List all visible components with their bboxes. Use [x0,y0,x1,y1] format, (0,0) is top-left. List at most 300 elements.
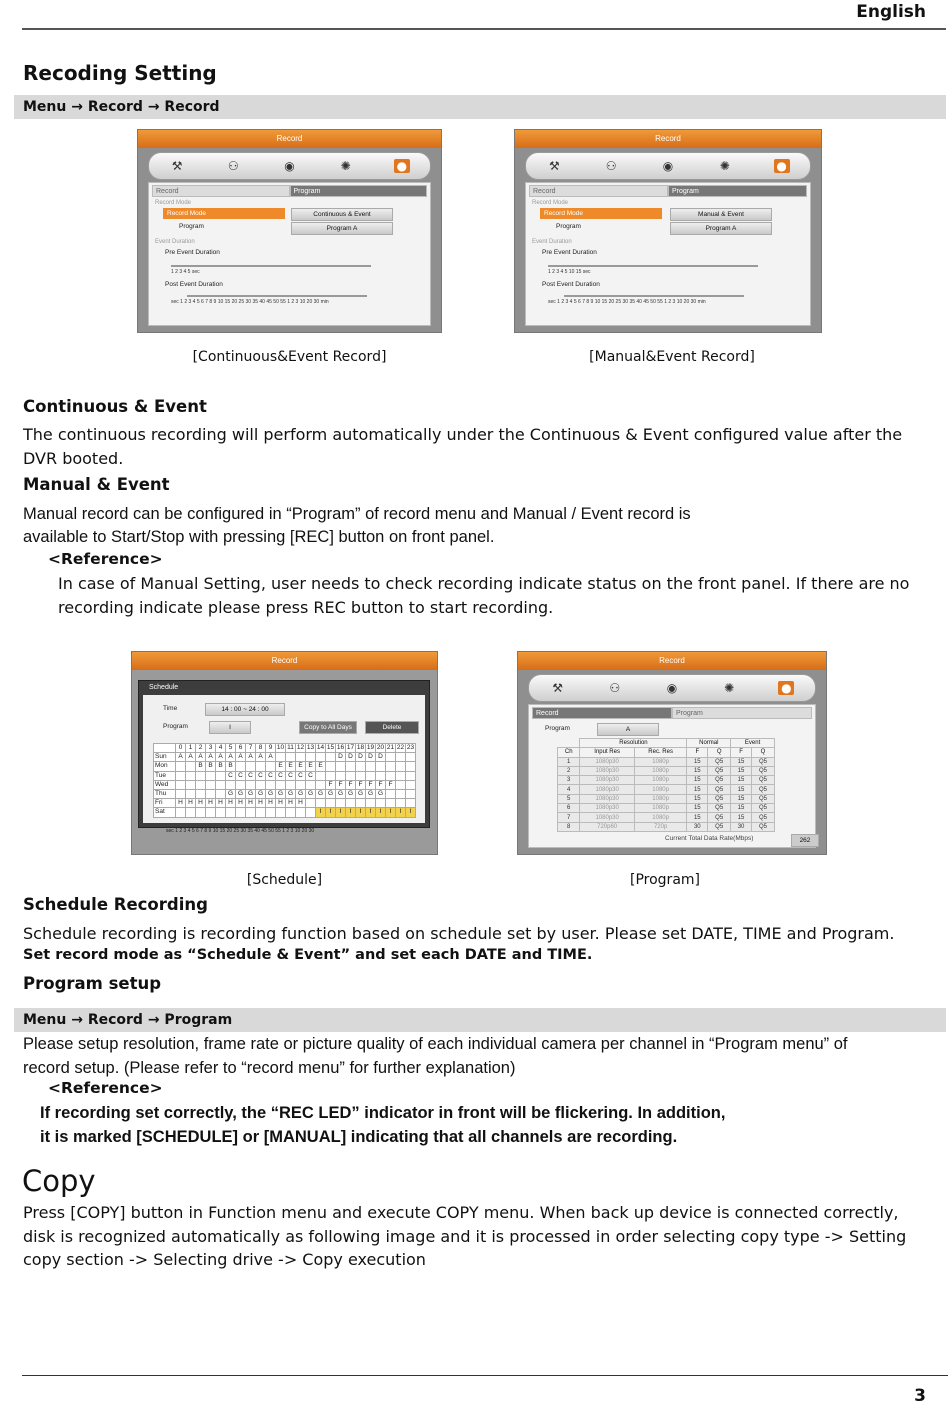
manual-title: Manual & Event [23,475,170,494]
program-cell: 1080p [634,813,687,822]
program-cell: Q5 [751,776,774,785]
manual-ref-text: In case of Manual Setting, user needs to check recording indicate status on the front panel. If there are no recording indicate please press REC button to start recording. [58,574,910,617]
program-cell: 2 [558,766,580,775]
program-line1: Please setup resolution, frame rate or picture quality of each individual camera per channel in “Program menu” of [23,1035,848,1053]
post-event-ticks: sec 1 2 3 4 5 6 7 8 9 10 15 20 25 30 35 40 45 50 55 1 2 3 10 20 30 min [548,299,706,305]
schedule-cell [266,808,276,817]
schedule-cell [336,771,346,780]
network-icon: ⚇ [227,159,239,173]
schedule-cell [406,753,416,762]
program-cell: 8 [558,822,580,831]
tab-program: Program [672,707,812,719]
day-label: Wed [154,780,176,789]
schedule-cell [176,780,186,789]
schedule-cell: A [246,753,256,762]
hour-cell: 13 [306,744,315,752]
schedule-cell [276,808,286,817]
schedule-cell [186,780,196,789]
schedule-bold-text: Set record mode as “Schedule & Event” and set each DATE and TIME. [23,947,593,963]
event-duration-group: Event Duration [532,239,572,245]
schedule-cell: A [206,753,216,762]
schedule-cell: I [316,808,326,817]
schedule-cell: I [406,808,416,817]
schedule-cell: H [196,799,206,808]
schedule-cell: I [346,808,356,817]
program-select: A [597,723,659,736]
program-cell: 1080p [634,785,687,794]
schedule-cell: F [346,780,356,789]
hour-cell: 20 [376,744,385,752]
program-cell: Q5 [708,785,731,794]
schedule-cell: G [346,789,356,798]
schedule-cell: B [196,762,206,771]
hour-cell: 19 [366,744,375,752]
schedule-cell: A [266,753,276,762]
pre-event-ticks: 1 2 3 4 5 10 15 sec [548,269,591,275]
schedule-row [154,762,416,771]
schedule-cell: F [326,780,336,789]
pre-event-label: Pre Event Duration [165,249,220,256]
program-cell: Q5 [708,794,731,803]
program-cell: 1080p30 [580,813,634,822]
settings-panel [528,704,816,848]
column-header: Ch [558,748,580,757]
alarm-icon: ✺ [340,159,351,173]
schedule-cell: H [186,799,196,808]
schedule-cell: B [226,762,236,771]
program-cell: 15 [687,757,708,766]
schedule-cell: G [306,789,316,798]
window-title: Record [138,130,441,148]
program-select: Program A [291,222,393,235]
schedule-cell: H [206,799,216,808]
program-ref-title: <Reference> [48,1079,163,1097]
program-screenshot [517,651,827,855]
caption-continuous: [Continuous&Event Record] [192,349,387,365]
schedule-cell: A [216,753,226,762]
schedule-cell [386,771,396,780]
schedule-cell: D [356,753,366,762]
schedule-cell [246,780,256,789]
copy-to-all-days-button: Copy to All Days [299,721,357,734]
schedule-cell [406,780,416,789]
schedule-cell: G [266,789,276,798]
pre-event-label: Pre Event Duration [542,249,597,256]
tools-icon: ⚒ [171,159,183,173]
program-row [558,766,775,775]
schedule-cell [306,753,316,762]
schedule-cell [296,753,306,762]
schedule-cell: H [216,799,226,808]
schedule-cell: I [336,808,346,817]
schedule-cell: H [256,799,266,808]
schedule-cell [386,799,396,808]
program-cell: 1080p [634,757,687,766]
settings-panel [525,182,811,326]
tab-program: Program [290,185,428,197]
schedule-cell: A [186,753,196,762]
schedule-cell [316,771,326,780]
caption-schedule: [Schedule] [246,872,323,888]
record-screenshot-continuous [137,129,442,333]
resolution-header: Resolution [580,739,687,748]
schedule-cell: C [256,771,266,780]
schedule-cell [196,780,206,789]
schedule-cell: F [356,780,366,789]
column-header: F [687,748,708,757]
hour-cell: 3 [206,744,216,753]
program-cell: 1080p [634,766,687,775]
program-cell: 5 [558,794,580,803]
menu-path-bar: Menu → Record → Record [14,95,946,119]
copy-text: Press [COPY] button in Function menu and execute COPY menu. When back up device is connected correctly, disk is recognized automatically as following image and it is processed in order selecting copy type -> Setting copy section -> Selecting drive -> Copy execution [23,1203,907,1269]
schedule-cell [286,808,296,817]
schedule-cell: G [356,789,366,798]
program-cell: 15 [687,766,708,775]
event-duration-group: Event Duration [155,239,195,245]
section-title: Recoding Setting [23,61,217,85]
delete-button: Delete [365,721,419,734]
record-mode-group: Record Mode [155,200,192,206]
record-icon: ● [394,159,410,173]
schedule-cell [336,762,346,771]
program-select: I [209,721,251,734]
schedule-cell [376,799,386,808]
schedule-row [154,808,416,817]
program-cell: 15 [687,794,708,803]
program-cell: 1080p [634,776,687,785]
hour-cell: 0 [176,744,186,753]
schedule-cell: G [336,789,346,798]
schedule-cell [216,771,226,780]
schedule-row [154,780,416,789]
schedule-cell [176,789,186,798]
program-cell: 3 [558,776,580,785]
program-cell: 1080p30 [580,804,634,813]
program-title: Program setup [23,974,162,993]
manual-ref-title: <Reference> [48,550,163,568]
schedule-cell [196,808,206,817]
post-event-slider [187,295,367,297]
window-title: Record [515,130,821,148]
schedule-cell [266,780,276,789]
schedule-cell [386,789,396,798]
schedule-cell [376,762,386,771]
schedule-cell: I [356,808,366,817]
day-label: Sun [154,753,176,762]
schedule-cell [366,771,376,780]
schedule-cell: E [316,762,326,771]
program-row [558,813,775,822]
program-cell: 1080p30 [580,776,634,785]
alarm-icon: ✺ [719,159,730,173]
day-label: Sat [154,808,176,817]
program-header-row-1 [558,739,775,748]
schedule-cell [346,762,356,771]
time-label: Time [163,705,178,712]
schedule-cell [236,762,246,771]
post-event-label: Post Event Duration [542,281,600,288]
column-header: Q [751,748,774,757]
column-header: Rec. Res [634,748,687,757]
program-cell: 7 [558,813,580,822]
schedule-cell [326,799,336,808]
program-cell: Q5 [751,794,774,803]
schedule-bottom-ticks: sec 1 2 3 4 5 6 7 8 9 10 15 20 25 30 35 40 45 50 55 1 2 3 10 20 30 [166,828,315,834]
schedule-cell [396,789,406,798]
program-cell: Q5 [751,804,774,813]
caption-manual: [Manual&Event Record] [589,349,755,365]
footer-rule [22,1375,948,1376]
schedule-cell [346,771,356,780]
program-cell: Q5 [708,757,731,766]
schedule-cell: I [376,808,386,817]
schedule-cell [266,762,276,771]
program-cell: 1080p30 [580,785,634,794]
record-mode-select: Continuous & Event [291,208,393,221]
hour-cell: 14 [316,744,325,752]
program-cell: 15 [687,785,708,794]
continuous-text: The continuous recording will perform automatically under the Continuous & Event configured value after the DVR booted. [23,425,903,468]
schedule-cell [256,762,266,771]
program-label: Program [163,723,188,730]
schedule-cell [356,762,366,771]
manual-line2: available to Start/Stop with pressing [REC] button on front panel. [23,528,495,546]
schedule-cell [176,771,186,780]
schedule-cell [206,808,216,817]
schedule-cell: H [226,799,236,808]
schedule-cell: G [316,789,326,798]
hour-cell: 10 [276,744,285,752]
schedule-cell [296,808,306,817]
schedule-cell: D [346,753,356,762]
tools-icon: ⚒ [549,159,560,173]
program-table [557,738,775,832]
schedule-cell: G [376,789,386,798]
network-icon: ⚇ [609,681,621,695]
schedule-cell [196,789,206,798]
record-icon: ● [774,159,790,173]
schedule-cell [186,762,196,771]
record-mode-select: Manual & Event [670,208,772,221]
schedule-cell: H [296,799,306,808]
toolbar [528,674,816,702]
schedule-cell [306,808,316,817]
schedule-row [154,771,416,780]
event-header: Event [731,739,775,748]
program-cell: Q5 [708,813,731,822]
schedule-cell: F [376,780,386,789]
column-header: F [731,748,752,757]
settings-panel [148,182,431,326]
schedule-dialog [138,680,430,828]
program-ref-line1: If recording set correctly, the “REC LED” indicator in front will be flickering. In addition, [40,1104,726,1122]
total-data-rate-label: Current Total Data Rate(Mbps) [665,835,754,842]
schedule-cell: A [256,753,266,762]
hour-cell: 6 [236,744,246,753]
tab-record: Record [152,185,290,197]
program-cell: 1080p30 [580,766,634,775]
schedule-cell: E [276,762,286,771]
program-cell: 15 [687,813,708,822]
day-label: Thu [154,789,176,798]
schedule-cell [236,808,246,817]
program-cell: Q5 [751,785,774,794]
schedule-cell [186,789,196,798]
schedule-cell [396,780,406,789]
day-label: Tue [154,771,176,780]
schedule-cell: H [176,799,186,808]
schedule-cell [406,799,416,808]
schedule-cell: G [296,789,306,798]
schedule-cell [346,799,356,808]
program-cell: 30 [731,822,752,831]
schedule-cell [396,799,406,808]
schedule-cell [406,789,416,798]
tab-record: Record [532,707,672,719]
schedule-cell: C [266,771,276,780]
schedule-cell [256,780,266,789]
program-cell: Q5 [751,757,774,766]
schedule-cell: G [326,789,336,798]
hour-header-row [154,744,416,753]
hour-cell: 5 [226,744,236,753]
pre-event-slider [548,265,758,267]
hour-cell: 22 [396,744,405,752]
hour-cell: 4 [216,744,226,753]
manual-line1: Manual record can be configured in “Program” of record menu and Manual / Event record is [23,505,691,523]
schedule-cell [246,808,256,817]
header-rule [22,28,946,30]
record-screenshot-manual [514,129,822,333]
program-cell: 15 [731,813,752,822]
schedule-cell: D [366,753,376,762]
program-cell: 1080p [634,804,687,813]
caption-program: [Program] [630,872,700,888]
program-row [558,776,775,785]
schedule-cell [206,789,216,798]
program-row [558,804,775,813]
hour-cell: 8 [256,744,266,753]
schedule-cell [176,808,186,817]
schedule-cell [316,799,326,808]
program-cell: 15 [731,794,752,803]
program-label: Program [545,725,570,732]
language-label: English [856,2,926,22]
total-data-rate-value: 262 [791,834,819,847]
program-menu-path-bar: Menu → Record → Program [14,1008,946,1032]
schedule-cell [366,799,376,808]
hour-cell: 21 [386,744,395,752]
schedule-cell [396,771,406,780]
post-event-slider [564,295,744,297]
schedule-cell [306,799,316,808]
schedule-cell [186,771,196,780]
tools-icon: ⚒ [552,681,563,695]
program-label: Program [556,223,581,230]
schedule-cell [176,762,186,771]
schedule-cell [226,780,236,789]
schedule-cell: A [176,753,186,762]
program-cell: Q5 [751,813,774,822]
schedule-cell [306,780,316,789]
schedule-cell: G [236,789,246,798]
schedule-dialog-title: Schedule [149,684,179,691]
hour-cell: 7 [246,744,256,753]
hour-cell: 18 [356,744,365,752]
program-cell: 15 [731,776,752,785]
continuous-title: Continuous & Event [23,397,207,416]
schedule-cell: H [236,799,246,808]
schedule-cell [326,753,336,762]
schedule-cell [216,808,226,817]
schedule-body [143,695,425,823]
hour-cell: 12 [296,744,305,752]
schedule-cell: C [296,771,306,780]
schedule-cell: I [366,808,376,817]
schedule-cell [356,771,366,780]
schedule-cell: A [226,753,236,762]
schedule-cell [286,753,296,762]
program-cell: 4 [558,785,580,794]
schedule-cell: I [396,808,406,817]
schedule-cell [186,808,196,817]
corner-cell [154,744,176,753]
schedule-cell: A [236,753,246,762]
schedule-cell: G [276,789,286,798]
day-label: Mon [154,762,176,771]
program-cell: 1080p [634,794,687,803]
schedule-cell: G [246,789,256,798]
program-cell: Q5 [708,822,731,831]
schedule-cell [316,753,326,762]
schedule-row [154,799,416,808]
window-title: Record [132,652,437,670]
schedule-cell [326,771,336,780]
schedule-cell: G [366,789,376,798]
hour-cell: 15 [326,744,335,752]
schedule-cell: H [276,799,286,808]
hour-cell: 23 [406,744,415,752]
schedule-grid [153,743,416,818]
program-cell: Q5 [708,766,731,775]
post-event-ticks: sec 1 2 3 4 5 6 7 8 9 10 15 20 25 30 35 40 45 50 55 1 2 3 10 20 30 min [171,299,329,305]
record-icon: ● [778,681,794,695]
schedule-cell [256,808,266,817]
schedule-cell: H [286,799,296,808]
schedule-screenshot [131,651,438,855]
schedule-cell [206,780,216,789]
schedule-cell: C [276,771,286,780]
schedule-cell [286,780,296,789]
schedule-cell [296,780,306,789]
schedule-cell: C [236,771,246,780]
program-cell: 6 [558,804,580,813]
schedule-cell: G [256,789,266,798]
toolbar [525,152,811,180]
schedule-row [154,789,416,798]
program-ref-line2: it is marked [SCHEDULE] or [MANUAL] indicating that all channels are recording. [40,1128,678,1146]
schedule-cell: G [226,789,236,798]
network-icon: ⚇ [605,159,617,173]
schedule-cell [246,762,256,771]
hour-cell: 16 [336,744,345,752]
post-event-label: Post Event Duration [165,281,223,288]
schedule-cell: G [286,789,296,798]
program-header-row-2 [558,748,775,757]
schedule-cell [396,753,406,762]
program-line2: record setup. (Please refer to “record menu” for further explanation) [23,1059,516,1077]
